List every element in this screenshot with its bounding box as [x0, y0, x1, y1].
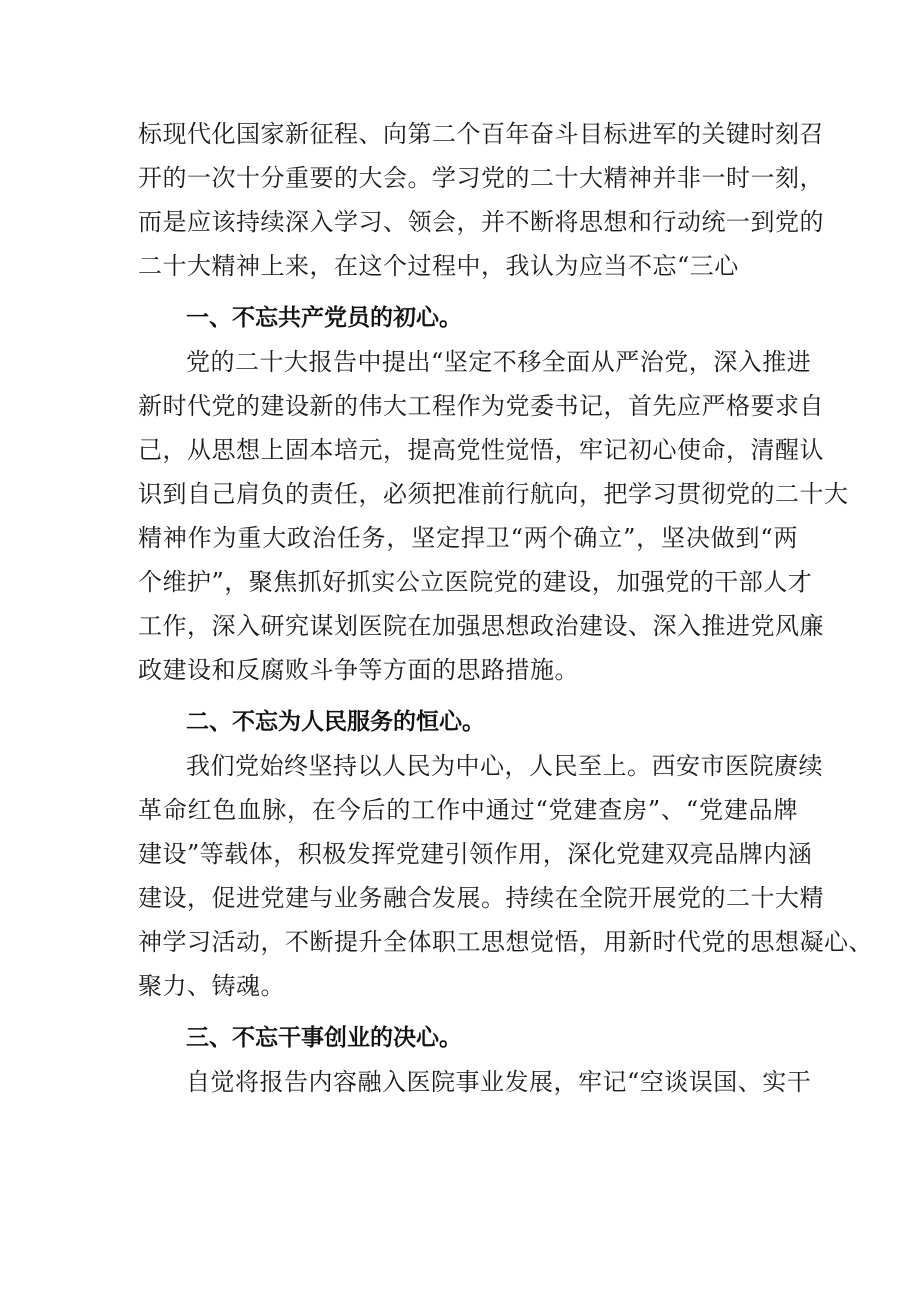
text-line: 党的二十大报告中提出“坚定不移全面从严治党，深入推进 — [186, 348, 812, 376]
section-1-paragraph — [138, 340, 849, 692]
section-heading-1: 一、不忘共产党员的初心。 — [186, 305, 462, 331]
text-line: 己，从思想上固本培元，提高党性觉悟，牢记初心使命，清醒认 — [138, 436, 824, 464]
text-line: 政建设和反腐败斗争等方面的思路措施。 — [138, 656, 579, 684]
text-line: 自觉将报告内容融入医院事业发展，牢记“空谈误国、实干 — [186, 1068, 812, 1096]
text-line: 识到自己肩负的责任，必须把准前行航向，把学习贯彻党的二十大 — [138, 480, 849, 508]
section-2-paragraph — [138, 744, 873, 1008]
text-line: 聚力、铸魂。 — [138, 972, 285, 1000]
section-heading-2: 二、不忘为人民服务的恒心。 — [186, 709, 485, 735]
text-line: 神学习活动，不断提升全体职工思想觉悟，用新时代党的思想凝心、 — [138, 928, 873, 956]
text-line: 开的一次十分重要的大会。学习党的二十大精神并非一时一刻， — [138, 164, 824, 192]
section-heading-3: 三、不忘干事创业的决心。 — [186, 1025, 462, 1051]
text-line: 建设”等载体，积极发挥党建引领作用，深化党建双亮品牌内涵 — [138, 840, 813, 868]
text-line: 革命红色血脉，在今后的工作中通过“党建查房”、“党建品牌 — [138, 796, 798, 824]
text-line: 而是应该持续深入学习、领会，并不断将思想和行动统一到党的 — [138, 208, 824, 236]
section-3-paragraph — [138, 1060, 812, 1104]
document-page — [138, 112, 873, 1112]
text-line: 精神作为重大政治任务，坚定捍卫“两个确立”，坚决做到“两 — [138, 524, 798, 552]
intro-paragraph — [138, 112, 824, 288]
text-line: 标现代化国家新征程、向第二个百年奋斗目标进军的关键时刻召 — [138, 120, 824, 148]
text-line: 新时代党的建设新的伟大工程作为党委书记，首先应严格要求自 — [138, 392, 824, 420]
text-line: 工作，深入研究谋划医院在加强思想政治建设、深入推进党风廉 — [138, 612, 824, 640]
text-line: 建设，促进党建与业务融合发展。持续在全院开展党的二十大精 — [138, 884, 824, 912]
text-line: 二十大精神上来，在这个过程中，我认为应当不忘“三心 — [138, 252, 739, 280]
text-line: 我们党始终坚持以人民为中心，人民至上。西安市医院赓续 — [186, 752, 823, 780]
text-line: 个维护”，聚焦抓好抓实公立医院党的建设，加强党的干部人才 — [138, 568, 813, 596]
